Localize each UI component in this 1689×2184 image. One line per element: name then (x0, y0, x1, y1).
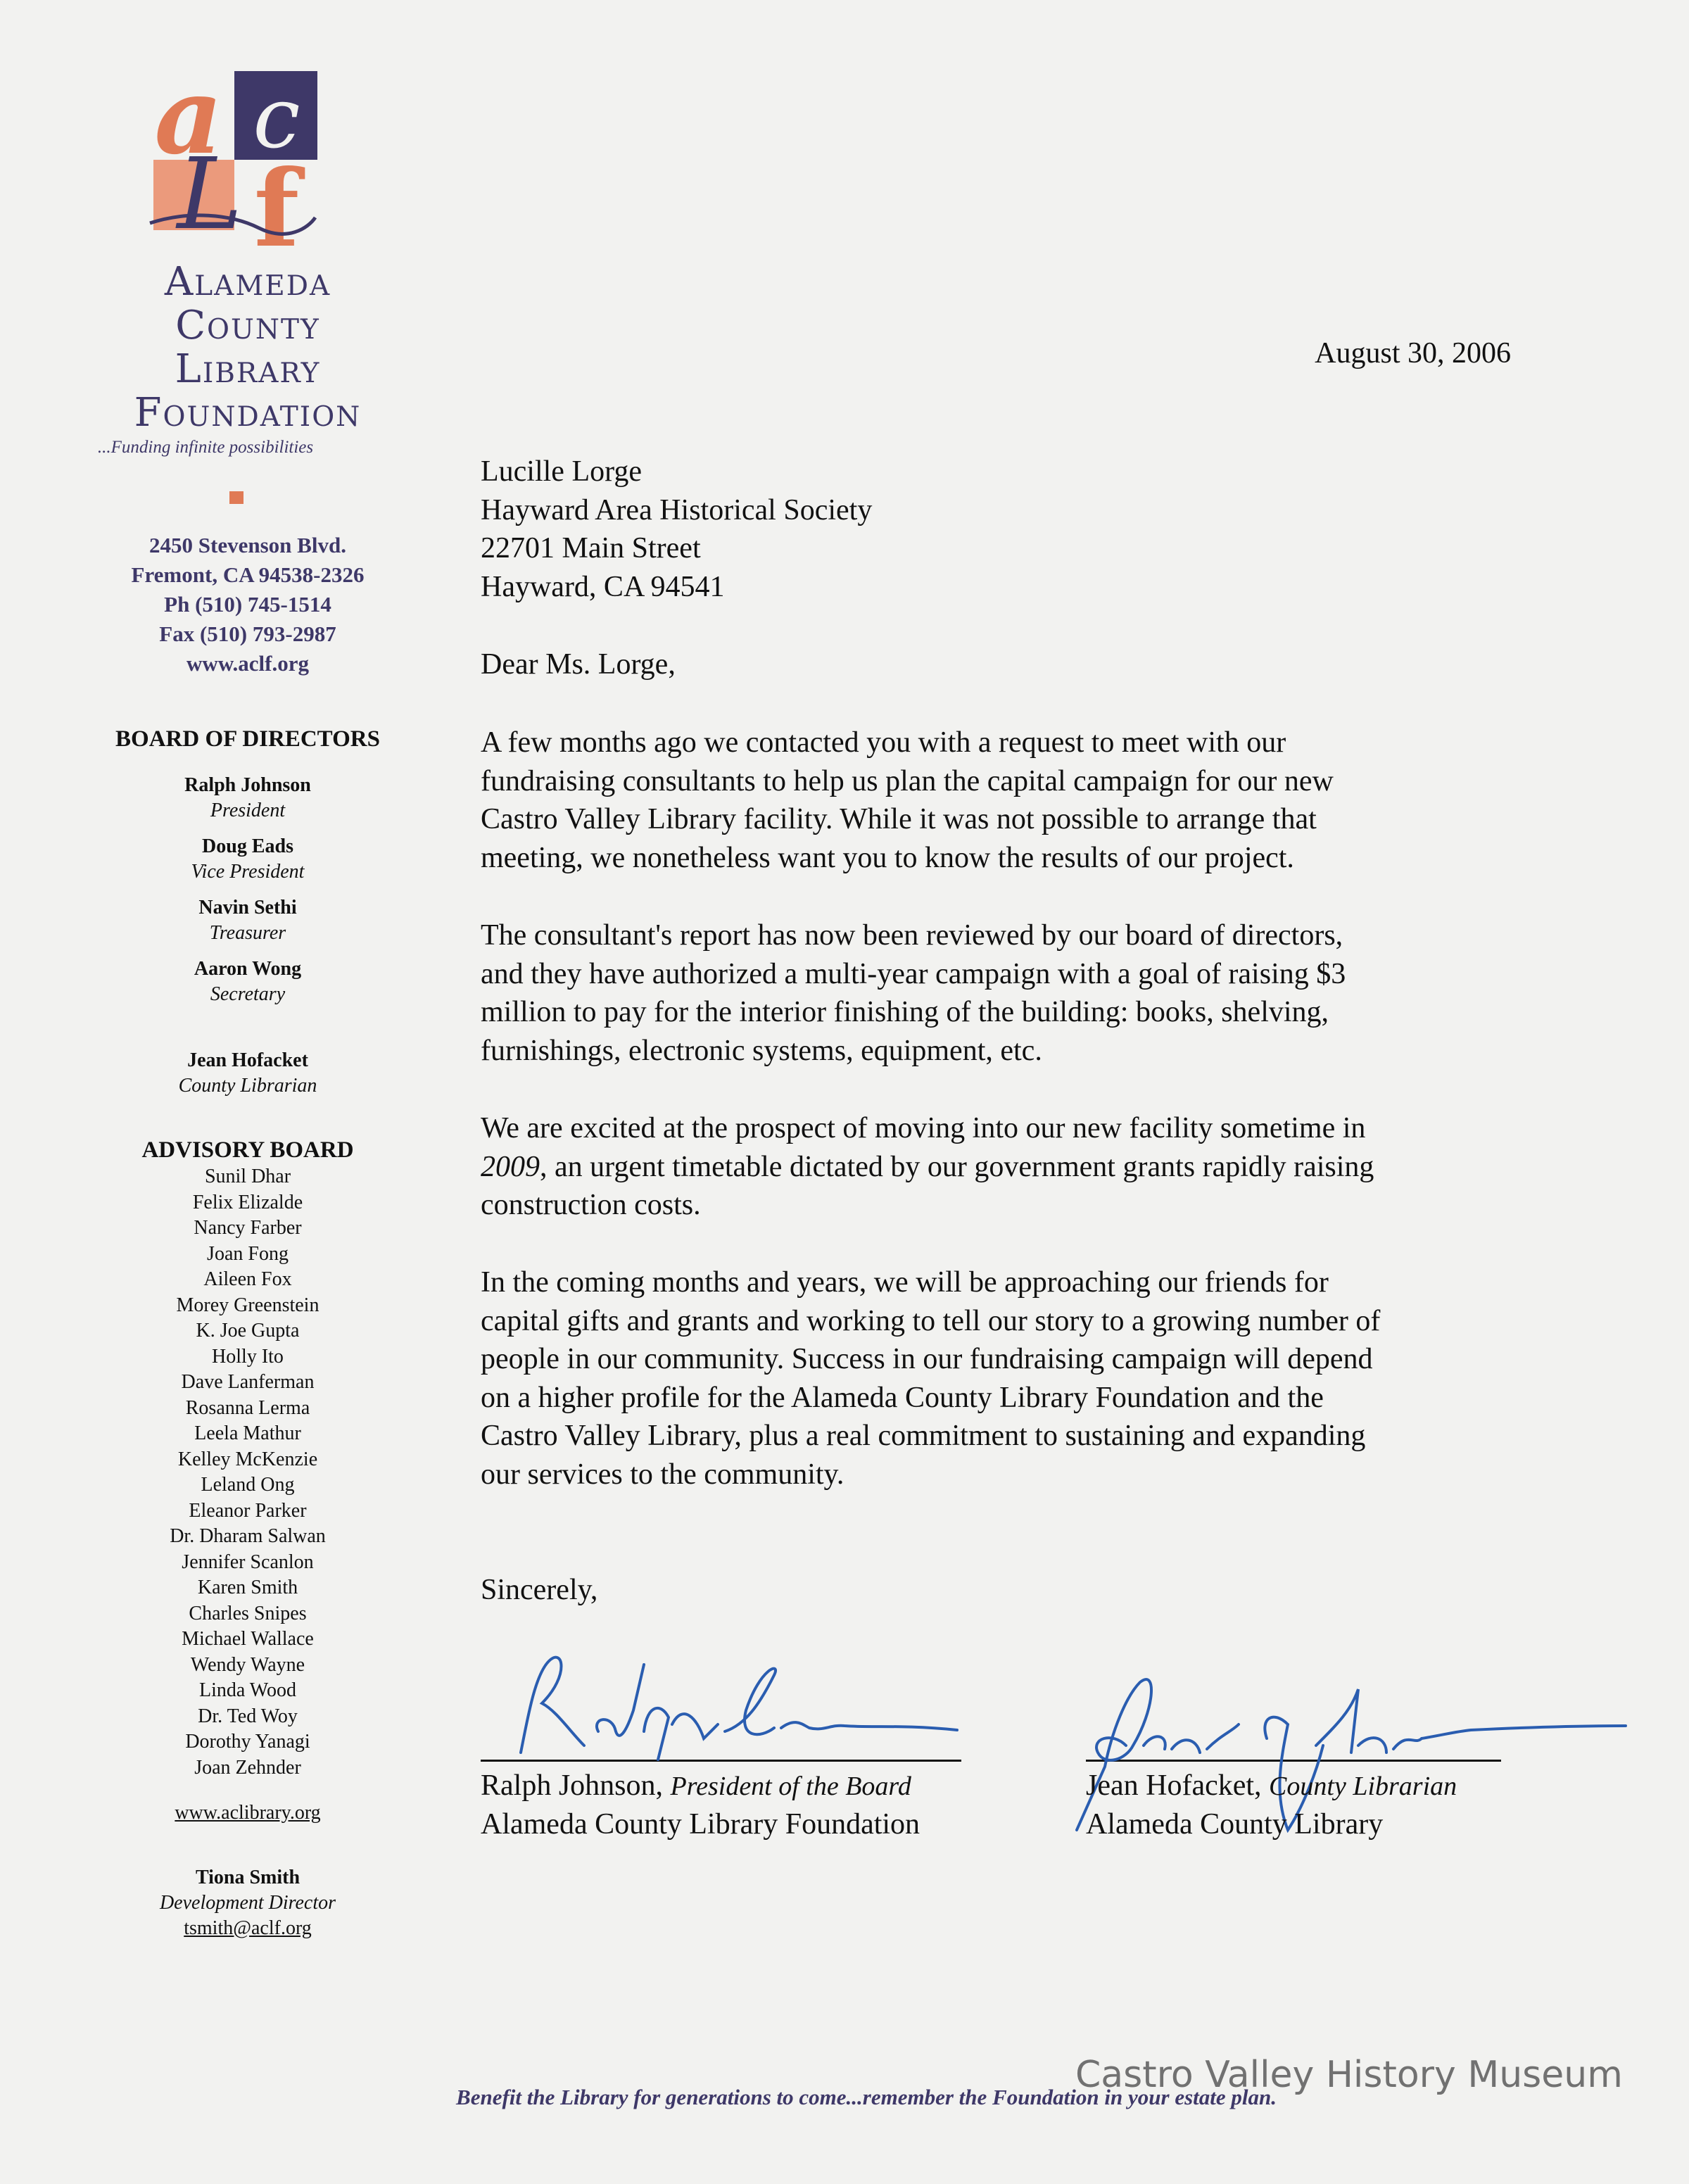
advisory-member: Eleanor Parker (189, 1499, 307, 1522)
advisory-member: Kelley McKenzie (177, 1448, 318, 1470)
svg-text:L: L (177, 137, 243, 252)
signer-1-block (481, 1767, 920, 1843)
tagline: ...Funding infinite possibilities (97, 438, 314, 457)
member-name: Aaron Wong (194, 958, 302, 980)
svg-text:a: a (154, 70, 223, 178)
text-line: In the coming months and years, we will be approaching our friends for (481, 1266, 1329, 1299)
phone: Ph (510) 745-1514 (164, 592, 331, 617)
signer-org: Alameda County Library Foundation (481, 1807, 921, 1841)
board-member (70, 957, 425, 1048)
text-line: 2009, an urgent timetable dictated by our government grants rapidly raising (481, 1150, 1374, 1183)
text-line: Castro Valley Library, plus a real commitment to sustaining and expanding (481, 1420, 1366, 1452)
member-title: Vice President (191, 861, 305, 883)
signer-name: Ralph Johnson, (481, 1769, 664, 1802)
advisory-member: Joan Fong (207, 1242, 289, 1265)
advisory-member: Dr. Ted Woy (198, 1705, 298, 1727)
advisory-member: Charles Snipes (189, 1602, 307, 1624)
advisory-member: Dorothy Yanagi (185, 1731, 310, 1753)
board-member (70, 773, 425, 834)
board-heading: BOARD OF DIRECTORS (115, 726, 380, 752)
paragraph-1 (481, 724, 1334, 877)
contact-title: Development Director (159, 1892, 336, 1914)
org-name-line: County (175, 303, 320, 348)
text-line: and they have authorized a multi-year campaign with a goal of raising $3 (481, 957, 1346, 990)
salutation: Dear Ms. Lorge, (481, 648, 676, 681)
advisory-member: Linda Wood (199, 1679, 296, 1701)
member-name: Ralph Johnson (184, 774, 311, 796)
contact-name: Tiona Smith (195, 1867, 301, 1888)
orange-square-divider (229, 491, 243, 504)
address-line: Fremont, CA 94538-2326 (131, 562, 365, 587)
signature-ralph-johnson (493, 1647, 971, 1767)
advisory-member: Wendy Wayne (190, 1653, 305, 1676)
org-name-line: Alameda (164, 259, 331, 305)
signer-org: Alameda County Library (1086, 1807, 1384, 1841)
advisory-list (70, 1164, 425, 1781)
advisory-member: Morey Greenstein (176, 1294, 320, 1316)
member-title: President (210, 800, 286, 821)
contact-email-link[interactable]: tsmith@aclf.org (184, 1917, 312, 1939)
advisory-member: Karen Smith (197, 1577, 298, 1598)
footer-slogan: Benefit the Library for generations to come...remember the Foundation in your estate plan. (456, 2085, 1277, 2109)
svg-text:c: c (253, 70, 301, 168)
advisory-member: Joan Zehnder (194, 1756, 301, 1779)
member-title: Treasurer (209, 922, 286, 944)
text-line: on a higher profile for the Alameda County Library Foundation and the (481, 1381, 1324, 1414)
text-line: fundraising consultants to help us plan the capital campaign for our new (481, 764, 1334, 797)
board-member (70, 1048, 425, 1099)
text-line: million to pay for the interior finishing of the building: books, shelving, (481, 996, 1329, 1028)
text-line: meeting, we nonetheless want you to know the results of our project. (481, 841, 1294, 874)
text-line: A few months ago we contacted you with a request to meet with our (481, 726, 1286, 759)
address-line: 2450 Stevenson Blvd. (149, 533, 346, 557)
advisory-member: Dr. Dharam Salwan (170, 1525, 326, 1547)
signer-2-block (1086, 1767, 1457, 1843)
signer-title: County Librarian (1269, 1772, 1457, 1801)
text-line: Castro Valley Library facility. While it was not possible to arrange that (481, 803, 1317, 835)
website-link[interactable]: www.aclf.org (186, 651, 309, 676)
advisory-member: Jennifer Scanlon (182, 1551, 314, 1573)
signer-title: President of the Board (670, 1772, 911, 1801)
advisory-member: Michael Wallace (182, 1628, 314, 1650)
recipient-address (481, 453, 872, 606)
advisory-member: Nancy Farber (194, 1217, 302, 1239)
svg-text:f: f (253, 147, 300, 253)
advisory-member: Sunil Dhar (204, 1166, 291, 1187)
paragraph-4 (481, 1263, 1380, 1494)
text-line: furnishings, electronic systems, equipment, etc. (481, 1034, 1042, 1067)
board-member (70, 834, 425, 895)
org-name-line: Foundation (134, 390, 362, 436)
aclf-logo (146, 70, 322, 253)
advisory-member: Aileen Fox (203, 1268, 292, 1290)
closing: Sincerely, (481, 1574, 598, 1606)
paragraph-3 (481, 1109, 1374, 1225)
advisory-member: Rosanna Lerma (185, 1396, 310, 1419)
recipient-line: Lucille Lorge (481, 455, 642, 488)
aclibrary-link[interactable]: www.aclibrary.org (175, 1802, 321, 1824)
advisory-heading: ADVISORY BOARD (141, 1137, 354, 1163)
text-line: We are excited at the prospect of moving into our new facility sometime in (481, 1112, 1366, 1144)
recipient-line: Hayward Area Historical Society (481, 493, 873, 526)
text-line: our services to the community. (481, 1458, 844, 1491)
member-name: Navin Sethi (198, 897, 297, 919)
advisory-member: K. Joe Gupta (196, 1320, 300, 1342)
advisory-member: Dave Lanferman (181, 1371, 315, 1393)
member-title: County Librarian (178, 1075, 317, 1097)
member-title: Secretary (210, 983, 286, 1005)
signer-name: Jean Hofacket, (1086, 1769, 1262, 1802)
fax: Fax (510) 793-2987 (159, 621, 336, 646)
board-member (70, 895, 425, 957)
text-line: construction costs. (481, 1189, 701, 1221)
org-name-line: Library (175, 346, 321, 392)
text-line: The consultant's report has now been reviewed by our board of directors, (481, 919, 1343, 952)
member-name: Jean Hofacket (187, 1049, 308, 1071)
paragraph-2 (481, 916, 1346, 1070)
advisory-member: Felix Elizalde (192, 1191, 303, 1213)
member-name: Doug Eads (202, 835, 293, 857)
advisory-member: Leland Ong (201, 1474, 295, 1496)
text-line: capital gifts and grants and working to tell our story to a growing number of (481, 1304, 1381, 1337)
advisory-member: Leela Mathur (194, 1422, 301, 1444)
recipient-line: Hayward, CA 94541 (481, 570, 725, 603)
advisory-member: Holly Ito (212, 1345, 284, 1368)
text-line: people in our community. Success in our fundraising campaign will depend (481, 1343, 1373, 1375)
recipient-line: 22701 Main Street (481, 532, 701, 564)
watermark: Castro Valley History Museum (1075, 2054, 1623, 2096)
letter-date: August 30, 2006 (1315, 337, 1511, 370)
